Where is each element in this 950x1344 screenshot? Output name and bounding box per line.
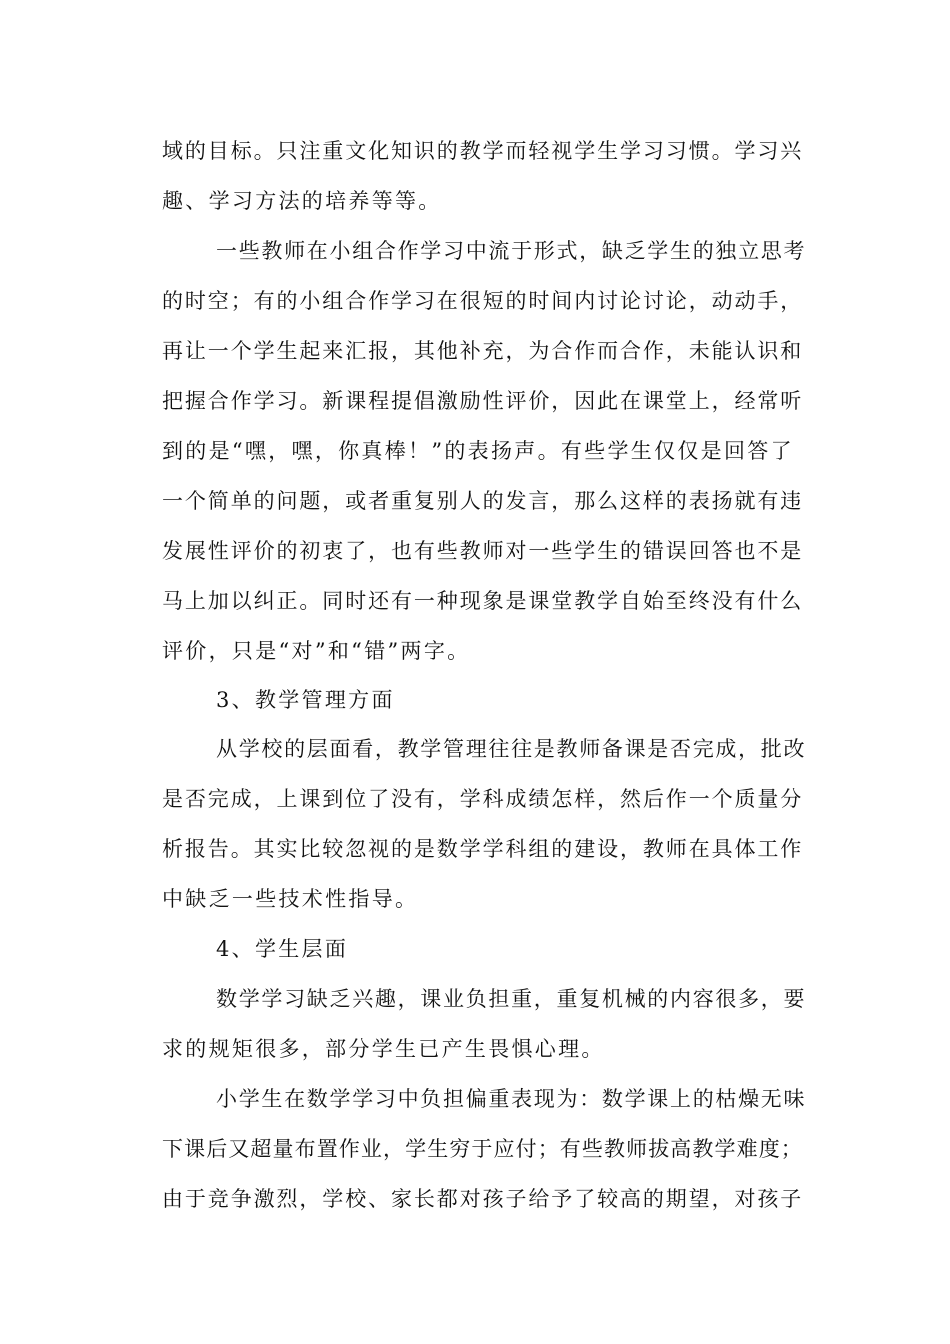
- section-heading: 3、教学管理方面: [216, 688, 395, 712]
- paragraph-start-line: 一些教师在小组合作学习中流于形式，缺乏学生的独立思考: [216, 239, 807, 263]
- text-line: 再让一个学生起来汇报，其他补充，为合作而合作，未能认识和: [162, 339, 804, 363]
- text-line: 把握合作学习。新课程提倡激励性评价，因此在课堂上，经常听: [162, 389, 804, 413]
- text-line: 到的是“嘿，嘿，你真棒！”的表扬声。有些学生仅仅是回答了: [162, 439, 794, 463]
- text-line: 评价，只是“对”和“错”两字。: [162, 639, 471, 663]
- paragraph-start-line: 小学生在数学学习中负担偏重表现为：数学课上的枯燥无味: [216, 1087, 807, 1111]
- section-heading: 4、学生层面: [216, 937, 349, 961]
- text-line: 发展性评价的初衷了，也有些教师对一些学生的错误回答也不是: [162, 539, 804, 563]
- paragraph-start-line: 从学校的层面看，教学管理往往是教师备课是否完成，批改: [216, 737, 807, 761]
- text-line: 下课后又超量布置作业，学生穷于应付；有些教师拔高教学难度；: [162, 1137, 803, 1161]
- text-line: 析报告。其实比较忽视的是数学学科组的建设，教师在具体工作: [162, 837, 804, 861]
- paragraph-start-line: 数学学习缺乏兴趣，课业负担重，重复机械的内容很多，要: [216, 987, 807, 1011]
- text-line: 趣、学习方法的培养等等。: [162, 189, 442, 213]
- text-line: 一个简单的问题，或者重复别人的发言，那么这样的表扬就有违: [162, 489, 804, 513]
- text-line: 马上加以纠正。同时还有一种现象是课堂教学自始至终没有什么: [162, 589, 804, 613]
- text-line: 是否完成，上课到位了没有，学科成绩怎样，然后作一个质量分: [162, 787, 804, 811]
- text-line: 的时空；有的小组合作学习在很短的时间内讨论讨论，动动手，: [162, 289, 804, 313]
- text-line: 求的规矩很多，部分学生已产生畏惧心理。: [162, 1037, 605, 1061]
- text-line: 域的目标。只注重文化知识的教学而轻视学生学习习惯。学习兴: [162, 139, 804, 163]
- text-line: 中缺乏一些技术性指导。: [162, 887, 419, 911]
- text-line: 由于竞争激烈，学校、家长都对孩子给予了较高的期望，对孩子: [162, 1187, 804, 1211]
